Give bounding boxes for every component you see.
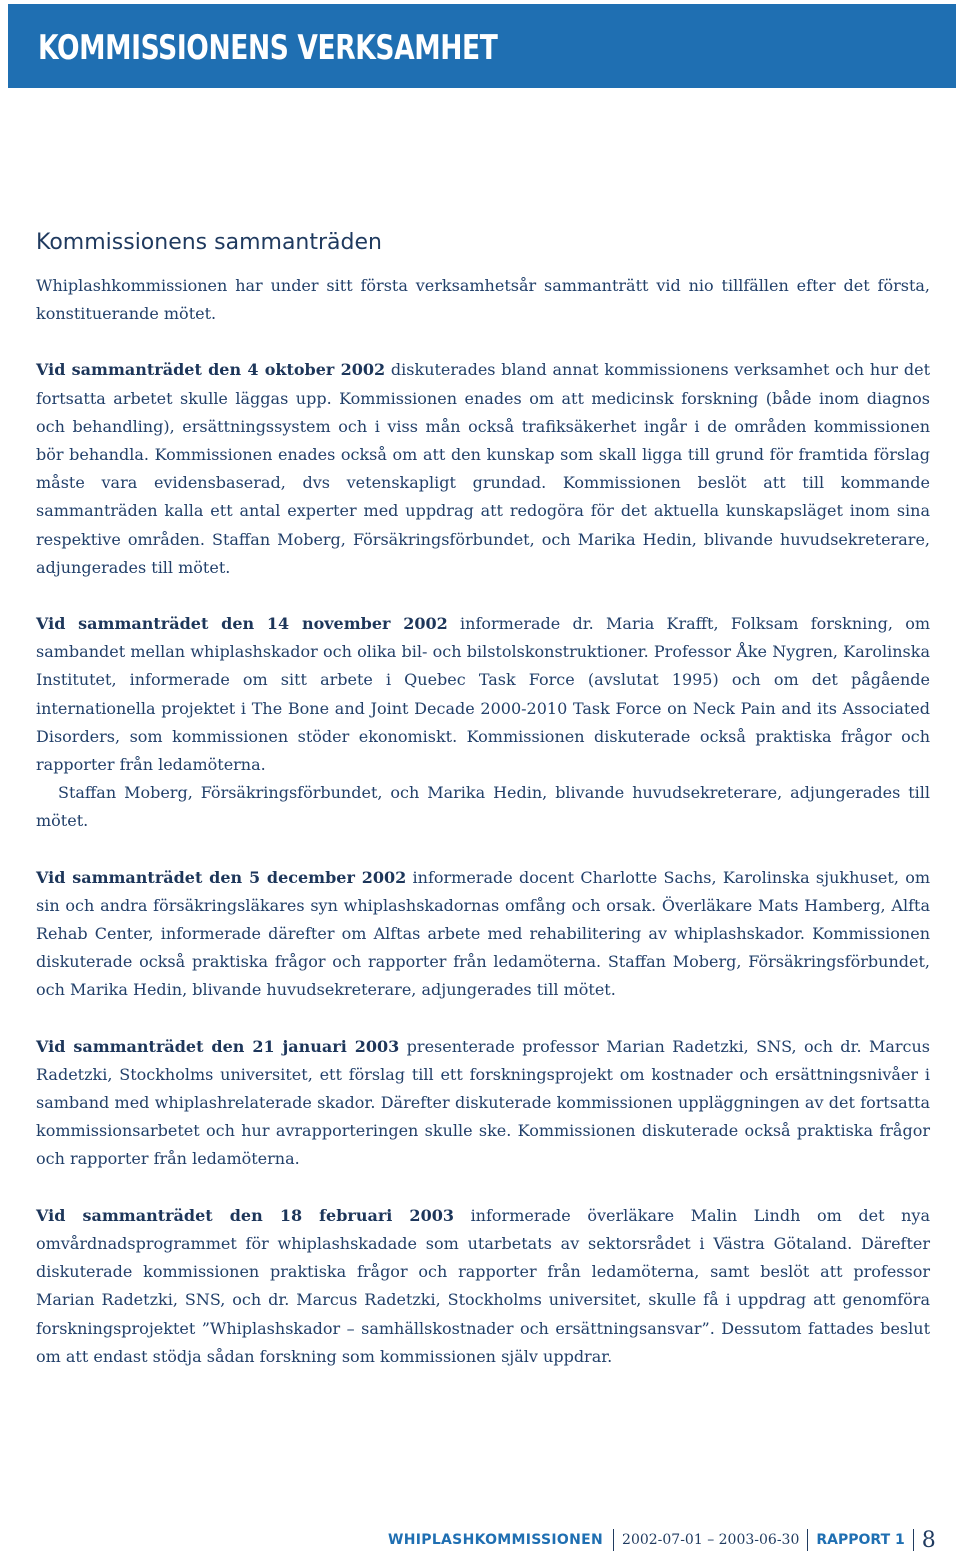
header-band — [8, 4, 956, 88]
meeting-paragraph — [36, 1202, 930, 1371]
meeting-text: informerade docent Charlotte Sachs, Karolinska sjukhuset, om sin och andra försäkringsläkares syn whiplashskadornas omfång och orsak. Överläkare Mats Hamberg, Alfta Rehab Center, informerade därefter om Alftas arbete med rehabilitering av whiplashskador. Kommissionen diskuterade också praktiska frågor och rapporter från ledamöterna. Staffan Moberg, Försäkringsförbundet, och Marika Hedin, blivande huvudsekreterare, adjungerades till mötet. — [36, 867, 931, 1000]
meeting-paragraph — [36, 356, 930, 582]
page-title: KOMMISSIONENS VERKSAMHET — [38, 28, 498, 68]
meeting-date-lead: Vid sammanträdet den 5 december 2002 — [36, 867, 407, 887]
meeting-text: informerade dr. Maria Krafft, Folksam forskning, om sambandet mellan whiplashskador och olika bil- och bilstolskonstruktioner. Professor Åke Nygren, Karolinska Institutet, informerade om sitt arbete i Quebec Task Force (avslutat 1995) och om det pågående internationella projektet i The Bone and Joint Decade 2000-2010 Task Force on Neck Pain and its Associated Disorders, som kommissionen stöder ekonomiskt. Kommissionen diskuterade också praktiska frågor och rapporter från ledamöterna. — [36, 614, 931, 775]
footer-report: RAPPORT 1 — [816, 1532, 905, 1548]
main-content — [36, 228, 930, 1399]
meeting-text: presenterade professor Marian Radetzki, SNS, och dr. Marcus Radetzki, Stockholms universitet, ett förslag till ett forskningsprojekt om kostnader och ersättningsnivåer i samband med whiplashrelaterade skador. Därefter diskuterade kommissionen uppläggningen av det fortsatta kommissionsarbetet och hur avrapporteringen skulle ske. Kommissionen diskuterade också praktiska frågor och rapporter från ledamöterna. — [36, 1036, 930, 1169]
meeting-paragraph — [36, 1033, 930, 1174]
footer-organization: WHIPLASHKOMMISSIONEN — [388, 1532, 604, 1548]
intro-paragraph: Whiplashkommissionen har under sitt första verksamhetsår sammanträtt vid nio tillfällen efter det första, konstituerande mötet. — [36, 276, 930, 324]
footer-period: 2002-07-01 – 2003-06-30 — [622, 1532, 800, 1548]
meeting-paragraph — [36, 864, 930, 1005]
meeting-date-lead: Vid sammanträdet den 4 oktober 2002 — [36, 360, 386, 380]
meeting-paragraph — [36, 610, 930, 779]
meeting-date-lead: Vid sammanträdet den 14 november 2002 — [36, 614, 448, 634]
section-heading: Kommissionens sammanträden — [36, 230, 382, 255]
page-number: 8 — [921, 1527, 936, 1552]
meeting-date-lead: Vid sammanträdet den 21 januari 2003 — [36, 1036, 400, 1056]
meeting-text: diskuterades bland annat kommissionens verksamhet och hur det fortsatta arbetet skulle läggas upp. Kommissionen enades om att medicinsk forskning (både inom diagnos och behandling), ersättningssystem och i viss mån också trafiksäkerhet ingår i de områden kommissionen bör behandla. Kommissionen enades också om att den kunskap som skall ligga till grund för framtida förslag måste vara evidensbaserad, dvs vetenskapligt grundad. Kommissionen beslöt att till kommande sammanträden kalla ett antal experter med uppdrag att redogöra för det aktuella kunskapsläget inom sina respektive områden. Staffan Moberg, Försäkringsförbundet, och Marika Hedin, blivande huvudsekreterare, adjungerades till mötet. — [36, 360, 930, 577]
page-footer — [388, 1528, 936, 1552]
meeting-date-lead: Vid sammanträdet den 18 februari 2003 — [36, 1205, 454, 1225]
meeting-followup-paragraph: Staffan Moberg, Försäkringsförbundet, och Marika Hedin, blivande huvudsekreterare, adjungerades till mötet. — [36, 783, 930, 831]
meeting-text: informerade överläkare Malin Lindh om det nya omvårdnadsprogrammet för whiplashskadade som utarbetats av sektorsrådet i Västra Götaland. Därefter diskuterade kommissionen praktiska frågor och rapporter från ledamöterna, samt beslöt att professor Marian Radetzki, SNS, och dr. Marcus Radetzki, Stockholms universitet, skulle få i uppdrag att genomföra forskningsprojektet ”Whiplashskador – samhällskostnader och ersättningsansvar”. Dessutom fattades beslut om att endast stödja sådan forskning som kommissionen själv uppdrar. — [36, 1205, 930, 1366]
